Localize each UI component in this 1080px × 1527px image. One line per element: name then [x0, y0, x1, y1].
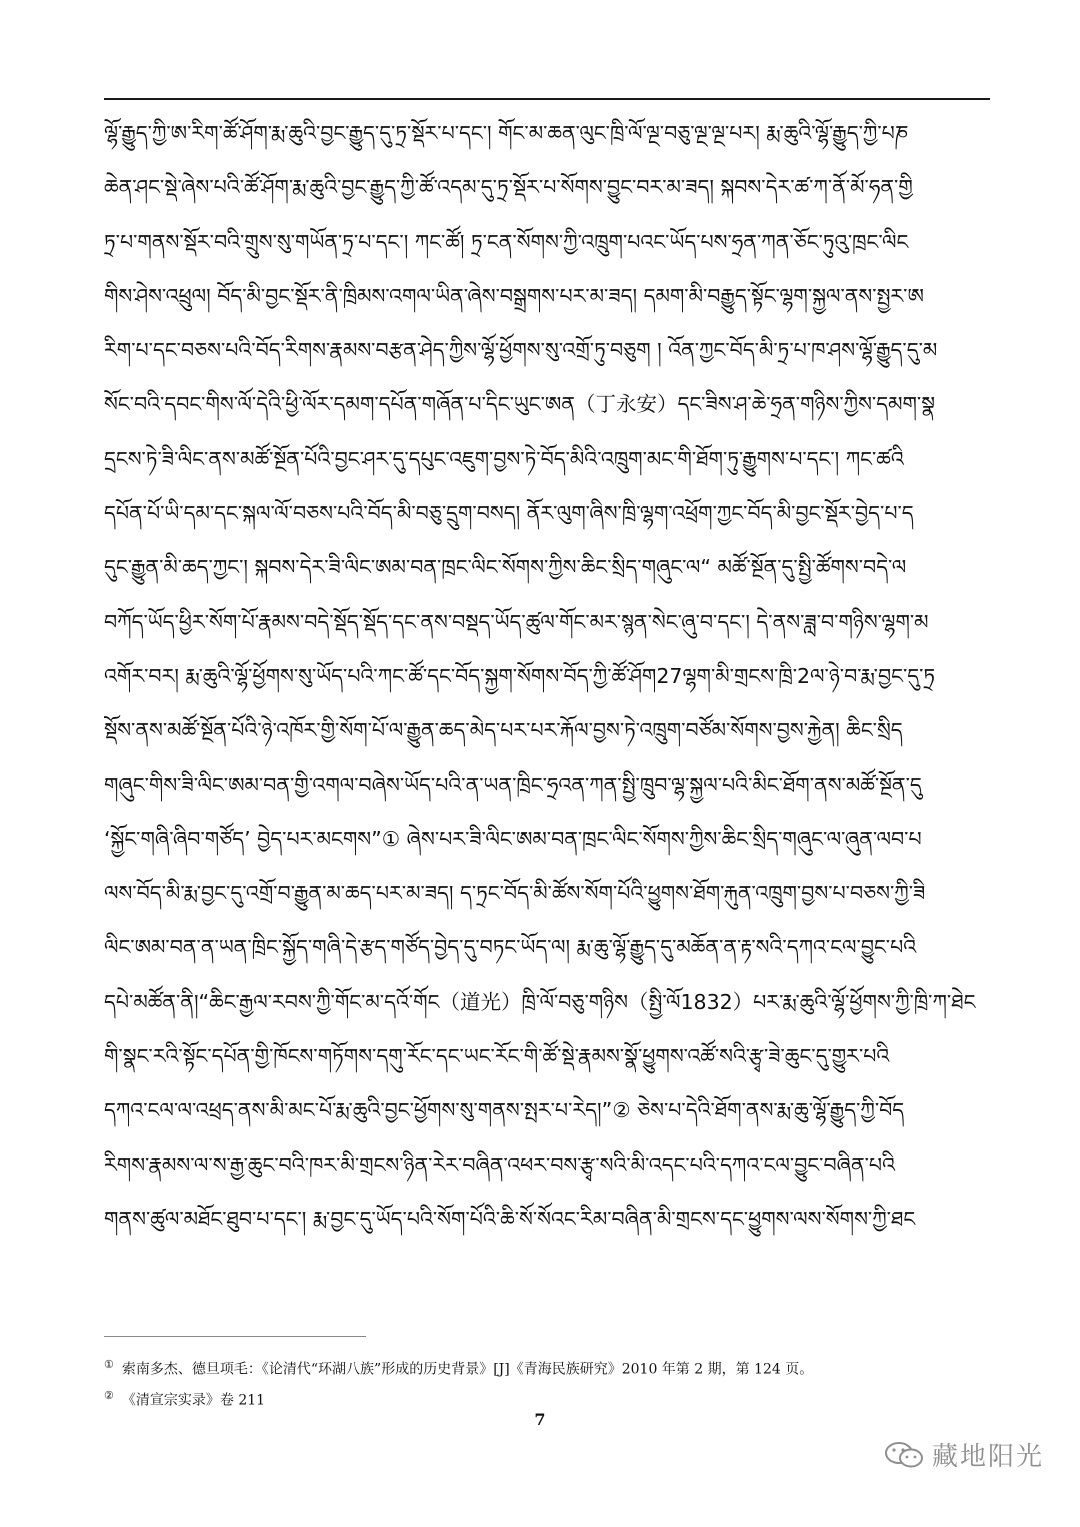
text-line: ‘སྐྱོང་གཞི་ཞིབ་གཙོད’ བྱེད་པར་མངགས”① ཞེས་པར་ཟི་ལིང་ཨམ་བན་ཁྲང་ལིང་སོགས་ཀྱིས་ཆིང་སྲིད་གཞུང་ལ་ཞུན་ལབ་པ [104, 826, 922, 851]
footnote-text: 索南多杰、德旦项毛：《论清代“环湖八族”形成的历史背景》[J]《青海民族研究》2010 年第 2 期，第 124 页。 [121, 1361, 814, 1378]
text-line: ལྷོ་རྒྱུད་ཀྱི་ཨ་རིག་ཚོ་ཤོག་རྨ་ཆུའི་བྱང་རྒྱུད་དུ་ཏྲ་སྡོར་པ་དང་། གོང་མ་ཆན་ལུང་ཁྲི་ལོ་ལྔ་བཅུ་ལྔ་ལྔ་པར། རྨ་ཆུའི་ལྷོ་རྒྱུད་ཀྱི་པཎ [104, 121, 909, 145]
footnote-marker: ② [104, 1388, 114, 1402]
text-line: དྲངས་ཏེ་ཟི་ལིང་ནས་མཚོ་སྔོན་པོའི་བྱང་ཤར་དུ་དཔུང་འཇུག་བྱས་ཏེ་བོད་མིའི་འཁྲུག་མང་གི་ཐོག་ཏུ་རྒྱུགས་པ་དང་། ཀང་ཚའི [104, 446, 904, 471]
text-line: གི་སྣང་རའི་སྟོང་དཔོན་གྱི་ཁོངས་གཏོགས་དགུ་རོང་དང་ཡང་རོང་གི་ཚོ་སྡེ་རྣམས་སྣོ་ཕྱུགས་འཚོ་སའི་རྩྭ་ཟེ་ཆུང་དུ་གྱུར་པའི [104, 1044, 890, 1069]
text-line: དཔོན་པོ་ཡི་དམ་དང་སྐལ་ལོ་བཅས་པའི་བོད་མི་བཅུ་དྲུག་བསད། ནོར་ལུག་ཞིས་ཁྲི་ལྷག་འཕྲོག་ཀྱང་བོད་མི་བྱང་སྡོར་བྱེད་པ་ད [104, 501, 914, 526]
page-number: 7 [534, 1410, 546, 1429]
text-line: བཀོད་ཡོད་ཕྱིར་སོག་པོ་རྣམས་བདེ་སྡོད་སྡོད་དང་ནས་བསྡད་ཡོད་ཚུལ་གོང་མར་སྙན་སེང་ཞུ་བ་དང་། དེ་ནས་ཟླ་བ་གཉིས་ལྷག་མ [104, 609, 929, 634]
text-line: ཆེན་ཤང་སྡེ་ཞེས་པའི་ཚོ་ཤོག་རྨ་ཆུའི་བྱང་རྒྱུད་ཀྱི་ཚོ་འདམ་དུ་ཏྲ་སྡོར་པ་སོགས་བྱུང་བར་མ་ཟད། སྐབས་དེར་ཚ་ཀ་ནོ་མོ་ཧན་གྱི [104, 175, 913, 200]
text-line: དཀའ་ངལ་ལ་འཕྲད་ནས་མི་མང་པོ་རྨ་ཆུའི་བྱང་ཕྱོགས་སུ་གནས་སྤར་པ་རེད།”② ཅེས་པ་དེའི་ཐོག་ནས་རྨ་ཆུ་ལྷོ་རྒྱུད་ཀྱི་བོད [104, 1098, 905, 1123]
footnote-separator [104, 1336, 366, 1337]
main-text [104, 106, 990, 1246]
text-line: འགོར་བར། རྨ་ཆུའི་ལྷོ་ཕྱོགས་སུ་ཡོད་པའི་ཀང་ཚོ་དང་བོད་སྐྱག་སོགས་བོད་ཀྱི་ཚོ་ཤོག27ལྷག་མི་གྲངས་ཁྲི་2ལ་ཉེ་བ་རྨ་བྱང་དུ་ཏྲ [104, 663, 936, 688]
watermark-text: 藏地阳光 [931, 1442, 1044, 1472]
wechat-icon [884, 1441, 924, 1469]
footnote-2 [104, 1383, 984, 1414]
text-line: སོང་བའི་དབང་གིས་ལོ་དེའི་ཕྱི་ལོར་དམག་དཔོན་གཞོན་པ་དིང་ཡུང་ཨན（丁永安）དང་ཟིས་ཤ་ཆེ་ཧྲན་གཉིས་ཀྱིས་དམག་སྣ [104, 392, 936, 417]
text-line: ལས་བོད་མི་རྨ་བྱང་དུ་འགྲོ་བ་རྒྱུན་མ་ཆད་པར་མ་ཟད། ད་ཏྲང་བོད་མི་ཚོས་སོག་པོའི་ཕྱུགས་ཐོག་རྐུན་འཁྲུག་བྱས་པ་བཅས་ཀྱི་ཟི [104, 881, 926, 906]
text-line: གིས་ཤེས་འཕྲུལ། བོད་མི་བྱང་སྡོར་ནི་ཁྲིམས་འགལ་ཡིན་ཞེས་བསྒྲགས་པར་མ་ཟད། དམག་མི་བརྒྱུད་སྟོང་ལྷག་སྐྱལ་ནས་སྤྱར་ཨ [104, 283, 924, 308]
text-line: དུང་རྒྱུན་མི་ཆད་ཀྱང་། སྐབས་དེར་ཟི་ལིང་ཨམ་བན་ཁྲང་ལིང་སོགས་ཀྱིས་ཆིང་སྲིད་གཞུང་ལ“ མཚོ་སྔོན་དུ་སྤྱི་ཚོགས་བདེ་ལ [104, 555, 907, 580]
text-line: དཔེ་མཚོན་ནི།“ཆིང་རྒྱལ་རབས་ཀྱི་གོང་མ་དའོ་གོང（道光）ཁྲི་ལོ་བཅུ་གཉིས（སྤྱི་ལོ1832）པར་རྨ་ཆུའི་ལྷོ་ཕྱོགས་ཀྱི་ཁྲི་ཀ་ཐེང [104, 989, 976, 1014]
footnote-1 [104, 1352, 984, 1383]
footnote-text: 《清宣宗实录》卷 211 [121, 1392, 266, 1409]
text-line: གཞུང་གིས་ཟི་ལིང་ཨམ་བན་གྱི་འགལ་བཞེས་ཡོད་པའི་ན་ཡན་ཁྲིང་ཧྲའན་ཀན་སྤྱི་ཁྲུབ་ལྷ་སྐྱལ་པའི་མིང་ཐོག་ནས་མཚོ་སྔོན་དུ [104, 772, 922, 797]
header-rule [104, 98, 990, 100]
footnotes [104, 1352, 984, 1413]
text-line: ལིང་ཨམ་བན་ན་ཡན་ཁྲིང་སྐྱོད་གཞི་དེ་རྩད་གཙོད་བྱེད་དུ་བཏང་ཡོད་ལ། རྨ་ཆུ་ལྷོ་རྒྱུད་དུ་མཆོན་ན་རྟ་སའི་དཀའ་ངལ་བྱུང་པའི [104, 935, 917, 960]
text-line: རིག་པ་དང་བཅས་པའི་བོད་རིགས་རྣམས་བརྩན་ཤེད་ཀྱིས་ལྷོ་ཕྱོགས་སུ་འགྲོ་ཏུ་བཅུག ། འོན་ཀྱང་བོད་མི་ཏྲ་པ་ཁ་ཤས་ལྷོ་རྒྱུད་དུ་མ [104, 338, 938, 363]
watermark [884, 1436, 1044, 1473]
text-line: སྡོས་ནས་མཚོ་སྔོན་པོའི་ཉེ་འཁོར་གྱི་སོག་པོ་ལ་རྒྱུན་ཆད་མེད་པར་པར་རྐོལ་བྱས་ཏེ་འཁྲུག་བཙོམ་སོགས་བྱས་རྐྱེན། ཆིང་སྲིད [104, 718, 903, 743]
text-line: ཏྲ་པ་གནས་སྡོར་བའི་གྲུས་སུ་གཡོན་ཏྲ་པ་དང་། ཀང་ཚོ། ཏྲ་ངན་སོགས་ཀྱི་འཁྲུག་པའང་ཡོད་པས་ཧྲན་ཀན་ཅོང་ཏུའུ་ཁྲང་ལིང [104, 229, 909, 254]
text-line: རིགས་རྣམས་ལ་ས་རྒྱ་ཆུང་བའི་ཁར་མི་གྲངས་ཉིན་རེར་བཞིན་འཕར་བས་རྩྭ་སའི་མི་འདང་པའི་དཀའ་ངལ་བྱུང་བཞིན་པའི [104, 1152, 895, 1177]
text-line: གནས་ཚུལ་མཐོང་ཐུབ་པ་དང་། རྨ་བྱང་དུ་ཡོད་པའི་སོག་པོའི་ཆི་སོ་སོའང་རིམ་བཞིན་མི་གྲངས་དང་ཕྱུགས་ལས་སོགས་ཀྱི་ཐང [104, 1206, 916, 1231]
footnote-marker: ① [104, 1358, 114, 1371]
